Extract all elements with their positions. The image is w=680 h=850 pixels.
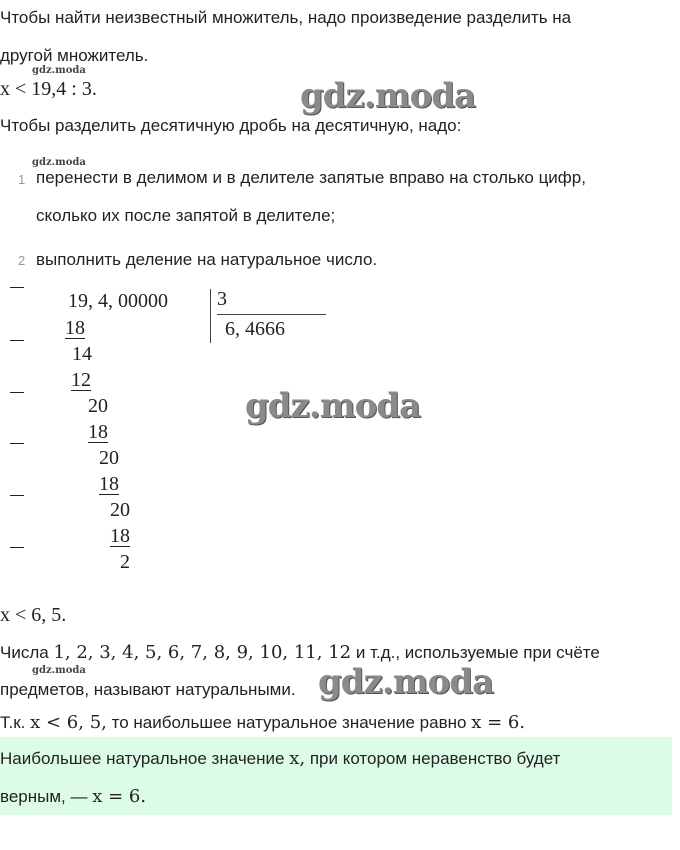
step-text: выполнить деление на натуральное число. xyxy=(36,250,378,269)
text: при котором неравенство будет xyxy=(309,749,561,768)
step-number: 2 xyxy=(18,253,26,268)
remainder: 20 xyxy=(110,499,130,521)
text: Числа xyxy=(0,643,49,662)
math: x = 6. xyxy=(92,786,147,807)
paragraph xyxy=(0,642,600,663)
text: и т.д., используемые при счёте xyxy=(355,643,600,662)
inequality: x < 6, 5. xyxy=(0,604,67,626)
math: x < 6, 5, xyxy=(30,712,107,733)
subtrahend: 18 xyxy=(99,473,119,495)
watermark: gdz.moda xyxy=(32,65,86,76)
subtrahend: 18 xyxy=(65,317,85,339)
remainder: 20 xyxy=(99,447,119,469)
paragraph: Чтобы разделить десятичную дробь на десятичную, надо: xyxy=(0,116,462,135)
subtrahend: 18 xyxy=(88,421,108,443)
subtrahend: 12 xyxy=(71,369,91,391)
answer-line xyxy=(0,748,560,769)
watermark: gdz.moda xyxy=(245,386,421,426)
quotient: 6, 4666 xyxy=(225,318,285,340)
remainder: 2 xyxy=(120,551,130,573)
watermark: gdz.moda xyxy=(318,662,494,702)
text: Т.к. xyxy=(0,713,26,732)
paragraph: Чтобы найти неизвестный множитель, надо произведение разделить на xyxy=(0,8,572,27)
paragraph: другой множитель. xyxy=(0,46,149,65)
step-text: перенести в делимом и в делителе запятые вправо на столько цифр, xyxy=(36,168,586,187)
text: Наибольшее натуральное значение xyxy=(0,749,285,768)
numbers: 1, 2, 3, 4, 5, 6, 7, 8, 9, 10, 11, 12 xyxy=(53,642,352,663)
dividend: 19, 4, 00000 xyxy=(68,290,168,312)
watermark: gdz.moda xyxy=(32,157,86,168)
remainder: 14 xyxy=(72,343,92,365)
subtrahend: 18 xyxy=(110,525,130,547)
text: верным, — xyxy=(0,787,88,806)
text: то наибольшее натуральное значение равно xyxy=(111,713,467,732)
watermark: gdz.moda xyxy=(32,665,86,676)
answer-line xyxy=(0,786,146,807)
step-text: сколько их после запятой в делителе; xyxy=(36,206,336,225)
inequality: x < 19,4 : 3. xyxy=(0,78,97,100)
paragraph xyxy=(0,712,525,733)
watermark: gdz.moda xyxy=(300,76,476,116)
divisor: 3 xyxy=(217,288,227,310)
paragraph: предметов, называют натуральными. xyxy=(0,680,296,699)
math: x, xyxy=(289,748,306,769)
step-number: 1 xyxy=(18,172,26,187)
remainder: 20 xyxy=(88,395,108,417)
math: x = 6. xyxy=(471,712,526,733)
